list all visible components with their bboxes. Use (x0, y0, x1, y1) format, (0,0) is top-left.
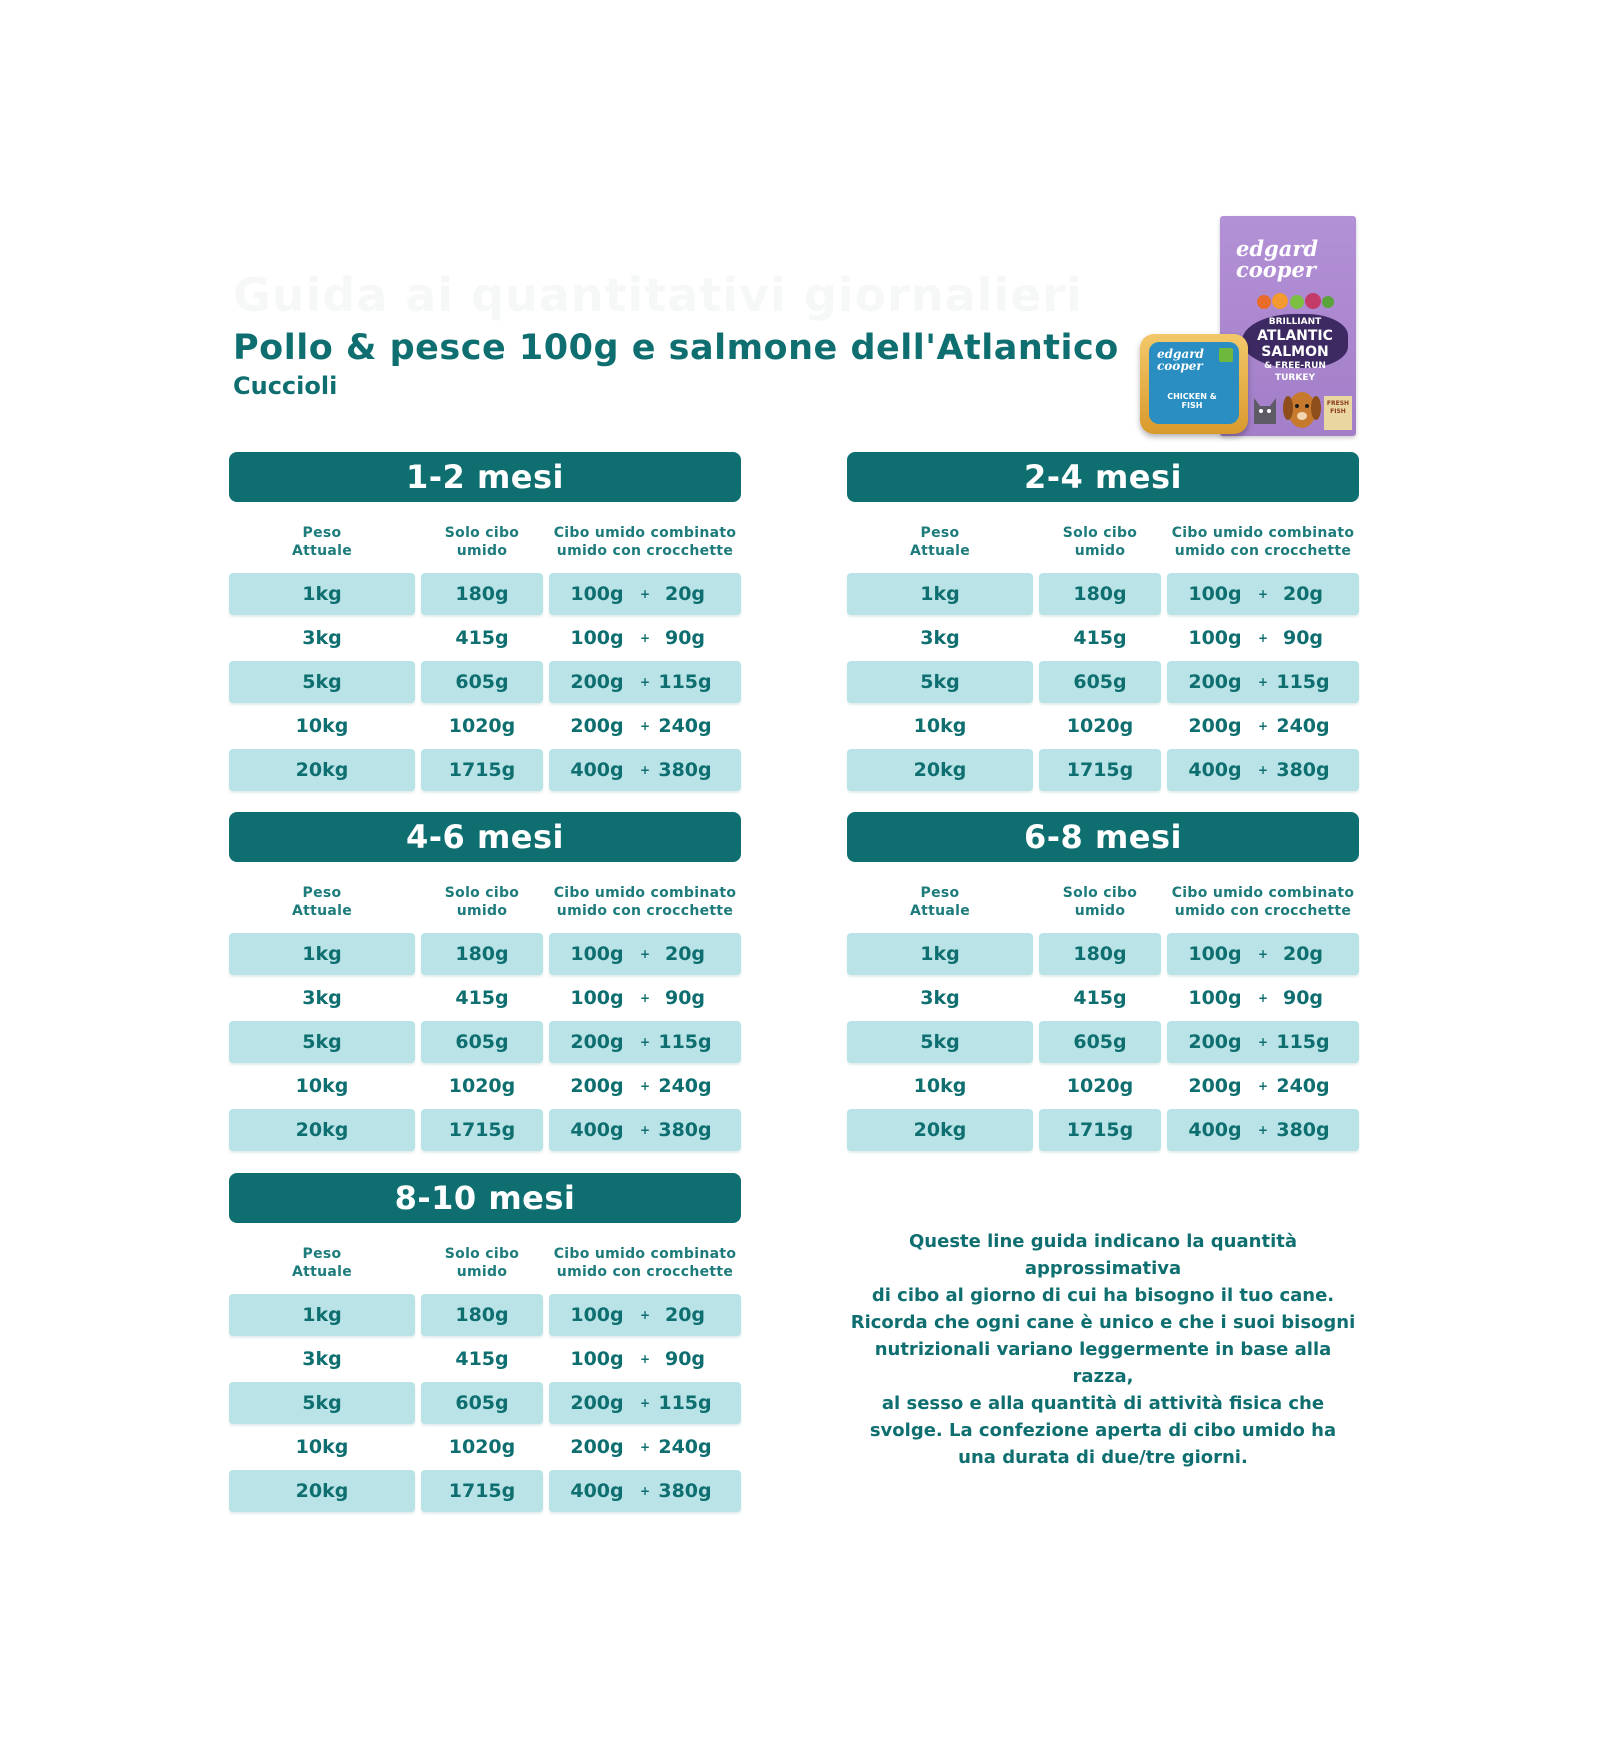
cell-crocchette: 115g (1276, 671, 1330, 693)
cell-umido: 100g (1188, 583, 1242, 605)
guideline-note (847, 1228, 1359, 1471)
faint-title: Guida ai quantitativi giornalieri (233, 268, 1083, 322)
cell-peso: 20kg (229, 1109, 415, 1151)
cell-peso: 3kg (920, 987, 960, 1009)
cell-solo: 1715g (421, 1109, 543, 1151)
cell-peso: 1kg (229, 1294, 415, 1336)
table-row (847, 1021, 1359, 1065)
cell-umido: 200g (570, 715, 624, 737)
table-row (229, 661, 741, 705)
col-header-combinato: Cibo umido combinato umido con crocchette (1171, 525, 1355, 559)
cell-umido: 100g (570, 1304, 624, 1326)
plus-sign: + (639, 1079, 651, 1093)
bag-flavor-main: ATLANTIC SALMON (1257, 328, 1333, 360)
plus-sign: + (639, 763, 651, 777)
table-row (229, 1426, 741, 1470)
cell-umido: 200g (1188, 671, 1242, 693)
col-header-solo: Solo cibo umido (444, 1246, 520, 1280)
fresh-fish-tag: FRESH FISH (1324, 396, 1352, 430)
col-header-solo: Solo cibo umido (444, 525, 520, 559)
cell-peso: 1kg (229, 933, 415, 975)
table-row (229, 1021, 741, 1065)
tray-brand-logo: edgard cooper (1157, 347, 1204, 373)
bag-flavor-sub: & FREE-RUN TURKEY (1264, 361, 1326, 383)
table-row (229, 933, 741, 977)
cell-combinato (1167, 749, 1359, 791)
cell-combinato (549, 1470, 741, 1512)
note-line: una durata di due/tre giorni. (958, 1447, 1248, 1468)
cell-umido: 100g (570, 627, 624, 649)
cell-combinato (549, 1021, 741, 1063)
cell-peso: 20kg (229, 1470, 415, 1512)
cell-combinato (1167, 705, 1359, 747)
cell-solo: 605g (421, 1021, 543, 1063)
col-header-peso: Peso Attuale (909, 525, 971, 559)
cell-peso: 20kg (847, 1109, 1033, 1151)
col-header-combinato: Cibo umido combinato umido con crocchette (553, 885, 737, 919)
cell-solo: 180g (421, 1294, 543, 1336)
cell-solo: 1020g (1066, 715, 1134, 737)
cell-combinato (549, 1338, 741, 1380)
cell-solo: 415g (455, 627, 509, 649)
cell-crocchette: 115g (658, 1031, 712, 1053)
cell-umido: 100g (570, 943, 624, 965)
cell-umido: 400g (1188, 1119, 1242, 1141)
cell-umido: 400g (570, 1119, 624, 1141)
product-image (1140, 212, 1370, 442)
cell-combinato (1167, 933, 1359, 975)
column-headers (229, 862, 741, 933)
table-row (229, 617, 741, 661)
cell-peso: 20kg (847, 749, 1033, 791)
plus-sign: + (639, 1484, 651, 1498)
cell-crocchette: 20g (1282, 943, 1324, 965)
table-row (847, 933, 1359, 977)
cell-umido: 100g (570, 1348, 624, 1370)
cell-crocchette: 240g (658, 1436, 712, 1458)
plus-sign: + (639, 947, 651, 961)
cell-combinato (549, 705, 741, 747)
cell-crocchette: 20g (664, 1304, 706, 1326)
plus-sign: + (639, 719, 651, 733)
table-title: 2-4 mesi (847, 452, 1359, 502)
cell-combinato (1167, 1065, 1359, 1107)
table-row (229, 977, 741, 1021)
table-row (847, 573, 1359, 617)
cell-combinato (549, 749, 741, 791)
cat-icon (1250, 394, 1280, 428)
plus-sign: + (639, 1352, 651, 1366)
col-header-peso: Peso Attuale (909, 885, 971, 919)
cell-peso: 3kg (302, 1348, 342, 1370)
col-header-peso: Peso Attuale (291, 525, 353, 559)
plus-sign: + (1257, 1079, 1269, 1093)
plus-sign: + (1257, 587, 1269, 601)
cell-solo: 1715g (421, 749, 543, 791)
cell-crocchette: 90g (1282, 627, 1324, 649)
plus-sign: + (639, 1308, 651, 1322)
plus-sign: + (639, 1123, 651, 1137)
plus-sign: + (1257, 719, 1269, 733)
table-row (229, 1109, 741, 1153)
cell-solo: 605g (421, 661, 543, 703)
cell-crocchette: 90g (1282, 987, 1324, 1009)
cell-combinato (549, 1382, 741, 1424)
cell-combinato (549, 573, 741, 615)
cell-solo: 415g (455, 987, 509, 1009)
cell-umido: 200g (570, 1392, 624, 1414)
cell-solo: 1020g (448, 715, 516, 737)
cell-crocchette: 240g (658, 1075, 712, 1097)
tray-organic-badge (1219, 348, 1233, 362)
cell-peso: 5kg (847, 661, 1033, 703)
cell-peso: 3kg (302, 627, 342, 649)
cell-umido: 100g (570, 987, 624, 1009)
cell-crocchette: 380g (1276, 759, 1330, 781)
col-header-solo: Solo cibo umido (1062, 525, 1138, 559)
cell-combinato (1167, 617, 1359, 659)
cell-solo: 1020g (1066, 1075, 1134, 1097)
cell-crocchette: 90g (664, 1348, 706, 1370)
bag-flavor (1250, 316, 1340, 384)
table-row (847, 705, 1359, 749)
col-header-solo: Solo cibo umido (444, 885, 520, 919)
cell-peso: 5kg (229, 1021, 415, 1063)
cell-umido: 400g (570, 1480, 624, 1502)
cell-crocchette: 380g (1276, 1119, 1330, 1141)
cell-solo: 1715g (1039, 749, 1161, 791)
cell-solo: 180g (1039, 573, 1161, 615)
cell-peso: 1kg (847, 573, 1033, 615)
table-row (229, 705, 741, 749)
cell-solo: 605g (1039, 1021, 1161, 1063)
cell-peso: 5kg (229, 1382, 415, 1424)
table-row (229, 749, 741, 793)
tray-flavor: CHICKEN & FISH (1167, 392, 1217, 410)
cell-umido: 100g (1188, 987, 1242, 1009)
table-title: 6-8 mesi (847, 812, 1359, 862)
cell-crocchette: 240g (1276, 715, 1330, 737)
cell-solo: 180g (421, 933, 543, 975)
cell-combinato (549, 1109, 741, 1151)
cell-umido: 400g (570, 759, 624, 781)
table-row (847, 977, 1359, 1021)
cell-umido: 200g (570, 1031, 624, 1053)
bag-brand-logo: edgard cooper (1236, 236, 1319, 282)
cell-umido: 100g (1188, 627, 1242, 649)
table-title: 8-10 mesi (229, 1173, 741, 1223)
cell-peso: 20kg (229, 749, 415, 791)
cell-peso: 1kg (847, 933, 1033, 975)
plus-sign: + (639, 675, 651, 689)
plus-sign: + (1257, 1123, 1269, 1137)
note-line: al sesso e alla quantità di attività fisica che (881, 1393, 1325, 1414)
plus-sign: + (1257, 1035, 1269, 1049)
cell-crocchette: 380g (658, 1480, 712, 1502)
note-line: Queste line guida indicano la quantità approssimativa (909, 1231, 1297, 1279)
cell-umido: 200g (1188, 1075, 1242, 1097)
table-row (847, 749, 1359, 793)
cell-crocchette: 380g (658, 1119, 712, 1141)
cell-combinato (1167, 977, 1359, 1019)
note-line: svolge. La confezione aperta di cibo umido ha (869, 1420, 1337, 1441)
plus-sign: + (639, 1440, 651, 1454)
cell-crocchette: 20g (664, 943, 706, 965)
plus-sign: + (1257, 991, 1269, 1005)
plus-sign: + (639, 1035, 651, 1049)
cell-combinato (549, 977, 741, 1019)
cell-crocchette: 20g (1282, 583, 1324, 605)
column-headers (847, 862, 1359, 933)
cell-crocchette: 240g (1276, 1075, 1330, 1097)
col-header-combinato: Cibo umido combinato umido con crocchette (1171, 885, 1355, 919)
table-row (229, 1338, 741, 1382)
table-row (847, 617, 1359, 661)
cell-solo: 415g (455, 1348, 509, 1370)
cell-peso: 3kg (920, 627, 960, 649)
cell-crocchette: 90g (664, 627, 706, 649)
page-title: Pollo & pesce 100g e salmone dell'Atlantico (233, 328, 1119, 368)
cell-peso: 10kg (913, 1075, 967, 1097)
cell-combinato (549, 617, 741, 659)
table-row (847, 1109, 1359, 1153)
dog-icon (1282, 384, 1322, 432)
cell-peso: 5kg (847, 1021, 1033, 1063)
cell-combinato (1167, 1021, 1359, 1063)
col-header-solo: Solo cibo umido (1062, 885, 1138, 919)
note-line: nutrizionali variano leggermente in base alla razza, (874, 1339, 1332, 1387)
column-headers (847, 502, 1359, 573)
cell-umido: 200g (570, 1436, 624, 1458)
table-row (847, 1065, 1359, 1109)
cell-crocchette: 90g (664, 987, 706, 1009)
cell-peso: 10kg (913, 715, 967, 737)
cell-solo: 415g (1073, 987, 1127, 1009)
cell-solo: 1020g (448, 1075, 516, 1097)
cell-crocchette: 115g (658, 1392, 712, 1414)
cell-crocchette: 20g (664, 583, 706, 605)
cell-solo: 605g (421, 1382, 543, 1424)
cell-umido: 200g (570, 671, 624, 693)
cell-combinato (1167, 573, 1359, 615)
column-headers (229, 502, 741, 573)
cell-combinato (1167, 661, 1359, 703)
cell-umido: 100g (1188, 943, 1242, 965)
cell-umido: 200g (1188, 715, 1242, 737)
product-tray (1140, 334, 1248, 434)
table-row (229, 1294, 741, 1338)
cell-solo: 1020g (448, 1436, 516, 1458)
cell-crocchette: 115g (658, 671, 712, 693)
cell-solo: 1715g (421, 1470, 543, 1512)
col-header-peso: Peso Attuale (291, 885, 353, 919)
page-subtitle: Cuccioli (233, 372, 338, 400)
cell-umido: 200g (570, 1075, 624, 1097)
bag-flavor-top: BRILLIANT (1268, 317, 1322, 327)
plus-sign: + (639, 587, 651, 601)
cell-solo: 180g (421, 573, 543, 615)
cell-crocchette: 115g (1276, 1031, 1330, 1053)
table-title: 1-2 mesi (229, 452, 741, 502)
vegetables-icon (1250, 292, 1340, 310)
feeding-table-2-4-mesi (847, 452, 1359, 793)
feeding-table-1-2-mesi (229, 452, 741, 793)
table-title: 4-6 mesi (229, 812, 741, 862)
table-row (229, 1382, 741, 1426)
plus-sign: + (639, 1396, 651, 1410)
table-row (229, 1470, 741, 1514)
cell-umido: 400g (1188, 759, 1242, 781)
plus-sign: + (1257, 675, 1269, 689)
cell-umido: 200g (1188, 1031, 1242, 1053)
cell-combinato (549, 661, 741, 703)
cell-combinato (1167, 1109, 1359, 1151)
column-headers (229, 1223, 741, 1294)
cell-combinato (549, 1294, 741, 1336)
cell-peso: 1kg (229, 573, 415, 615)
note-line: Ricorda che ogni cane è unico e che i suoi bisogni (850, 1312, 1356, 1333)
cell-solo: 415g (1073, 627, 1127, 649)
plus-sign: + (1257, 631, 1269, 645)
cell-combinato (549, 1065, 741, 1107)
cell-peso: 10kg (295, 1436, 349, 1458)
table-row (847, 661, 1359, 705)
feeding-table-4-6-mesi (229, 812, 741, 1153)
feeding-table-6-8-mesi (847, 812, 1359, 1153)
plus-sign: + (1257, 947, 1269, 961)
feeding-table-8-10-mesi (229, 1173, 741, 1514)
col-header-peso: Peso Attuale (291, 1246, 353, 1280)
cell-peso: 10kg (295, 715, 349, 737)
cell-peso: 10kg (295, 1075, 349, 1097)
cell-combinato (549, 933, 741, 975)
table-row (229, 1065, 741, 1109)
cell-peso: 5kg (229, 661, 415, 703)
cell-solo: 180g (1039, 933, 1161, 975)
plus-sign: + (1257, 763, 1269, 777)
cell-umido: 100g (570, 583, 624, 605)
cell-crocchette: 240g (658, 715, 712, 737)
table-row (229, 573, 741, 617)
col-header-combinato: Cibo umido combinato umido con crocchette (553, 525, 737, 559)
cell-solo: 605g (1039, 661, 1161, 703)
tray-label (1149, 342, 1239, 424)
note-line: di cibo al giorno di cui ha bisogno il tuo cane. (871, 1285, 1335, 1306)
cell-solo: 1715g (1039, 1109, 1161, 1151)
cell-combinato (549, 1426, 741, 1468)
plus-sign: + (639, 631, 651, 645)
cell-crocchette: 380g (658, 759, 712, 781)
col-header-combinato: Cibo umido combinato umido con crocchette (553, 1246, 737, 1280)
cell-peso: 3kg (302, 987, 342, 1009)
plus-sign: + (639, 991, 651, 1005)
